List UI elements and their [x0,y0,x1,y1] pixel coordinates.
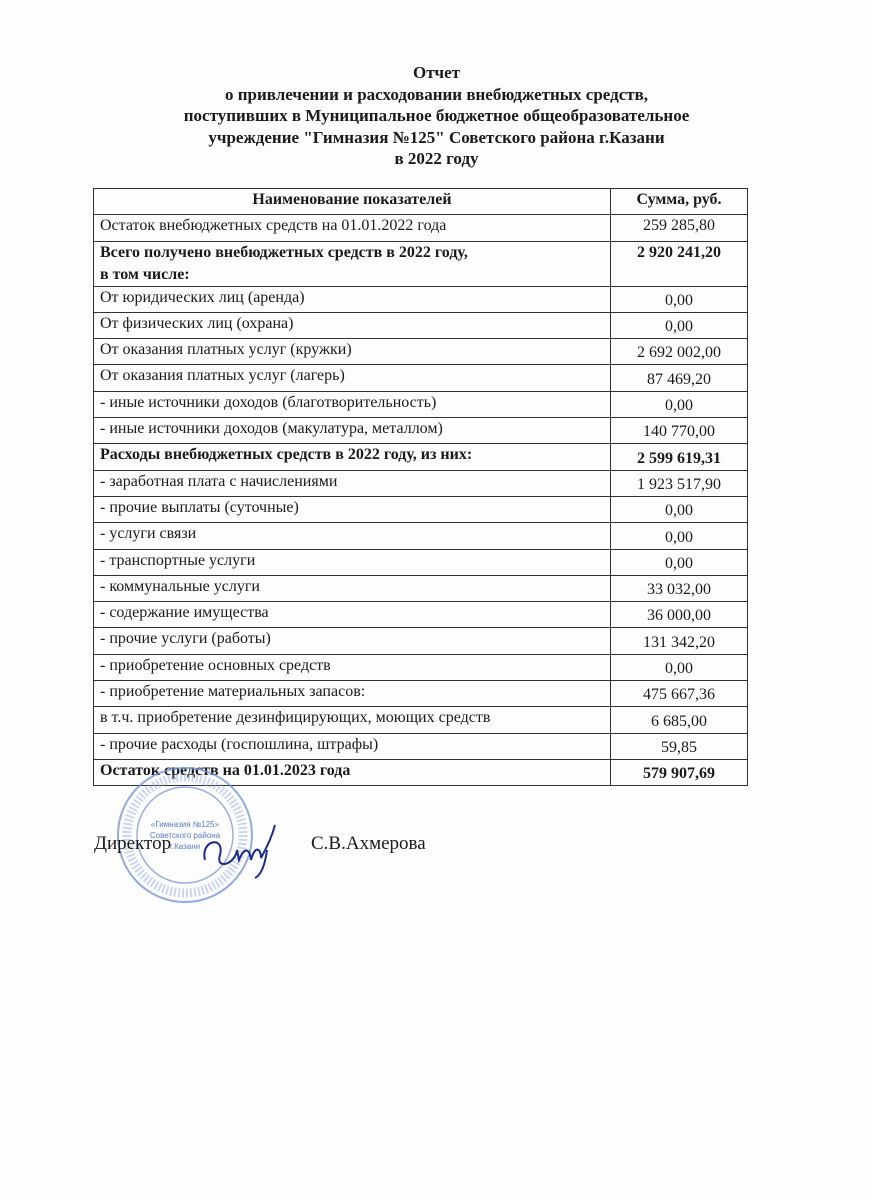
row-name [94,575,611,601]
column-header-name: Наименование показателей [94,189,611,215]
row-sum: 0,00 [611,286,748,312]
row-sum: 87 469,20 [611,365,748,391]
report-title [0,62,873,170]
row-name-text: Остаток внебюджетных средств на 01.01.2022 года [100,217,447,235]
row-name-text: От физических лиц (охрана) [100,314,294,332]
row-name-text: - транспортные услуги [100,551,256,569]
row-name [94,549,611,575]
table-row [94,241,748,286]
row-name-text: От юридических лиц (аренда) [100,288,305,306]
row-name-text: - иные источники доходов (благотворительность) [100,393,437,411]
svg-text:Советского района: Советского района [149,831,221,840]
table-row [94,496,748,522]
row-name [94,312,611,338]
row-sum: 131 342,20 [611,628,748,654]
table-row [94,707,748,733]
table-row [94,575,748,601]
table-row [94,628,748,654]
row-name-text: Всего получено внебюджетных средств в 2022 году, [100,243,468,261]
table-row [94,733,748,759]
row-name [94,470,611,496]
title-line: учреждение "Гимназия №125" Советского района г.Казани [208,127,665,147]
row-name-text: - заработная плата с начислениями [100,472,338,490]
title-line: поступивших в Муниципальное бюджетное общеобразовательное [183,106,690,125]
row-name-text: - содержание имущества [100,604,269,622]
title-line: Отчет [412,63,461,82]
row-name [94,339,611,365]
row-name [94,628,611,654]
row-name [94,241,611,286]
row-name [94,733,611,759]
table-row [94,339,748,365]
column-header-sum: Сумма, руб. [611,189,748,215]
table-row [94,365,748,391]
row-name [94,418,611,444]
row-sum: 33 032,00 [611,575,748,601]
row-sum: 0,00 [611,312,748,338]
row-name-text: - прочие расходы (госпошлина, штрафы) [100,735,379,753]
row-sum: 579 907,69 [611,759,748,785]
row-name-text: - прочие выплаты (суточные) [100,498,299,516]
row-name [94,365,611,391]
row-name [94,654,611,680]
signatory-position: Директор [94,833,172,854]
row-name-text: - коммунальные услуги [100,577,260,595]
title-line: в 2022 году [394,149,479,168]
row-name [94,523,611,549]
row-sum: 140 770,00 [611,418,748,444]
handwritten-signature [195,820,285,880]
row-name [94,602,611,628]
row-sum: 0,00 [611,523,748,549]
signatory-name: С.В.Ахмерова [311,833,426,854]
row-sum: 2 599 619,31 [611,444,748,470]
row-sum: 2 920 241,20 [611,241,748,286]
row-name [94,286,611,312]
table-row [94,602,748,628]
row-name [94,681,611,707]
table-header-row [94,189,748,215]
row-name-text: От оказания платных услуг (кружки) [100,341,352,359]
row-sum: 475 667,36 [611,681,748,707]
table-row [94,523,748,549]
row-name-text: Расходы внебюджетных средств в 2022 году, из них: [100,446,473,464]
table-row [94,391,748,417]
row-name-text: - приобретение материальных запасов: [100,683,366,701]
row-sum: 259 285,80 [611,215,748,241]
table-row [94,549,748,575]
table-row [94,418,748,444]
row-name [94,444,611,470]
row-sum: 36 000,00 [611,602,748,628]
table-row [94,215,748,241]
row-name [94,215,611,241]
row-name-text: Остаток средств на 01.01.2023 года [100,761,351,779]
row-sum: 0,00 [611,496,748,522]
row-sum: 2 692 002,00 [611,339,748,365]
row-name-text: в т.ч. приобретение дезинфицирующих, моющих средств [100,709,491,727]
row-sum: 0,00 [611,654,748,680]
row-sum: 59,85 [611,733,748,759]
row-name-text: - услуги связи [100,525,197,543]
row-name [94,496,611,522]
row-sum: 1 923 517,90 [611,470,748,496]
svg-text:г.Казани: г.Казани [169,842,201,851]
table-row [94,312,748,338]
row-name [94,707,611,733]
svg-text:«Гимназия №125»: «Гимназия №125» [150,820,220,829]
table-row [94,681,748,707]
row-name-text: в том числе: [100,265,190,283]
row-name-text: - иные источники доходов (макулатура, металлом) [100,420,443,438]
row-name-text: - приобретение основных средств [100,656,331,674]
row-name-text: От оказания платных услуг (лагерь) [100,367,345,385]
table-row [94,286,748,312]
report-table [93,188,748,786]
row-sum: 6 685,00 [611,707,748,733]
row-sum: 0,00 [611,549,748,575]
row-name [94,391,611,417]
title-line: о привлечении и расходовании внебюджетных средств, [224,84,649,104]
table-row [94,654,748,680]
table-row [94,470,748,496]
table-row [94,444,748,470]
row-sum: 0,00 [611,391,748,417]
row-name-text: - прочие услуги (работы) [100,630,271,648]
